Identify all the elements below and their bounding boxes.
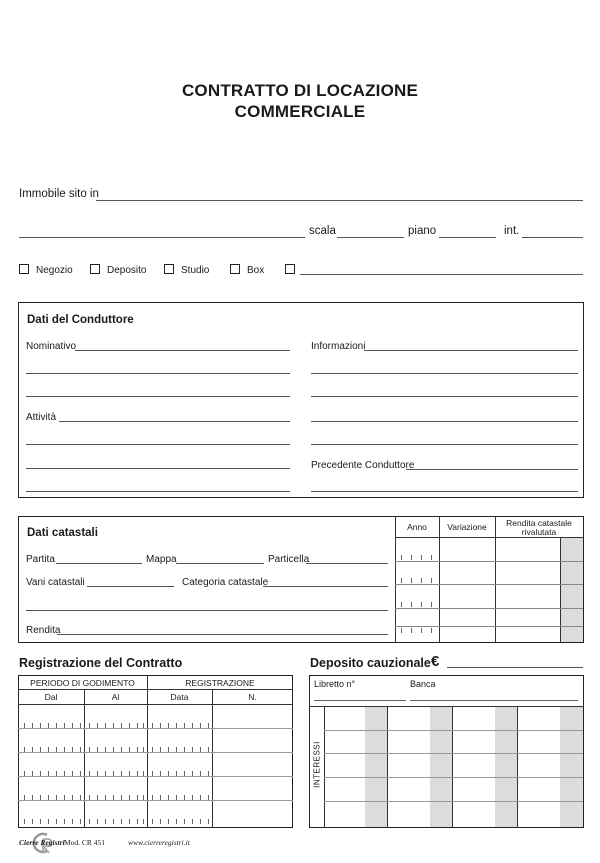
anno-ticks-1[interactable] — [401, 554, 433, 560]
interessi-divider — [324, 706, 325, 828]
precedente-field[interactable] — [406, 469, 578, 470]
nominativo-field[interactable] — [75, 350, 290, 351]
tenant-left-line-5[interactable] — [26, 444, 290, 445]
box-label: Box — [247, 265, 265, 276]
deposit-row-line-4 — [324, 801, 583, 802]
informazioni-field[interactable] — [364, 350, 578, 351]
partita-field[interactable] — [56, 563, 142, 564]
col-rendita-2: rivalutata — [521, 527, 557, 537]
col-variazione: Variazione — [447, 522, 487, 532]
vani-field[interactable] — [87, 586, 174, 587]
reg-row-line-3 — [18, 776, 293, 777]
tenant-left-line-7[interactable] — [26, 491, 290, 492]
footer-brand: Cierre Registri — [19, 838, 65, 847]
cadastral-row-line-1 — [395, 561, 583, 562]
immobile-label: Immobile sito in — [19, 188, 99, 200]
libretto-field[interactable] — [314, 700, 406, 701]
deposit-divider-2 — [452, 706, 453, 828]
piano-field[interactable] — [439, 237, 496, 238]
tenant-right-line-5[interactable] — [311, 444, 578, 445]
footer-model: Mod. CR 451 — [64, 838, 106, 847]
particella-label: Particella — [268, 554, 310, 565]
int-field[interactable] — [522, 237, 583, 238]
al-ticks-5[interactable] — [89, 818, 147, 824]
cadastral-heading: Dati catastali — [27, 527, 98, 539]
deposit-heading: Deposito cauzionale — [310, 656, 431, 670]
particella-field[interactable] — [306, 563, 388, 564]
categoria-field[interactable] — [263, 586, 388, 587]
al-ticks-4[interactable] — [89, 794, 147, 800]
rendita-field[interactable] — [57, 634, 388, 635]
dal-ticks-4[interactable] — [24, 794, 82, 800]
negozio-checkbox[interactable] — [19, 264, 29, 274]
data-ticks-4[interactable] — [152, 794, 210, 800]
anno-ticks-2[interactable] — [401, 577, 433, 583]
deposit-divider-1 — [387, 706, 388, 828]
mappa-label: Mappa — [146, 554, 177, 565]
deposit-gray-col-2 — [430, 707, 452, 827]
piano-label: piano — [408, 225, 437, 237]
banca-field[interactable] — [410, 700, 578, 701]
n-header: N. — [248, 692, 257, 702]
reg-divider-data-n — [212, 689, 213, 828]
deposit-row-line-2 — [324, 753, 583, 754]
tenant-left-line-3[interactable] — [26, 396, 290, 397]
scala-field[interactable] — [337, 237, 404, 238]
title-line-2: COMMERCIALE — [234, 102, 366, 121]
registrazione-header: REGISTRAZIONE — [185, 678, 255, 688]
negozio-label: Negozio — [36, 265, 73, 276]
tenant-right-line-7[interactable] — [311, 491, 578, 492]
libretto-label: Libretto n° — [314, 679, 356, 689]
al-header: Al — [111, 692, 120, 702]
data-ticks-2[interactable] — [152, 746, 210, 752]
title-line-1: CONTRATTO DI LOCAZIONE — [181, 81, 419, 100]
precedente-label: Precedente Conduttore — [311, 460, 415, 471]
reg-row-line-4 — [18, 800, 293, 801]
deposito-checkbox[interactable] — [90, 264, 100, 274]
categoria-label: Categoria catastale — [182, 577, 269, 588]
cadastral-extra-line[interactable] — [26, 610, 388, 611]
attivita-label: Attività — [26, 412, 57, 423]
cadastral-row-line-2 — [395, 584, 583, 585]
euro-symbol: € — [431, 653, 440, 670]
reg-divider-dal-al — [84, 689, 85, 828]
deposit-amount-field[interactable] — [447, 667, 583, 668]
deposit-divider-3 — [517, 706, 518, 828]
dal-ticks-2[interactable] — [24, 746, 82, 752]
reg-row-line-2 — [18, 752, 293, 753]
int-label: int. — [504, 225, 520, 237]
al-ticks-3[interactable] — [89, 770, 147, 776]
vani-label: Vani catastali — [26, 577, 85, 588]
deposit-gray-col-1 — [365, 707, 387, 827]
tenant-left-line-6[interactable] — [26, 468, 290, 469]
deposito-label: Deposito — [107, 265, 147, 276]
studio-checkbox[interactable] — [164, 264, 174, 274]
cadastral-header-line — [395, 537, 583, 538]
dal-ticks-5[interactable] — [24, 818, 82, 824]
banca-label: Banca — [410, 679, 436, 689]
col-anno: Anno — [407, 522, 427, 532]
informazioni-label: Informazioni — [311, 341, 366, 352]
data-ticks-1[interactable] — [152, 722, 210, 728]
periodo-header: PERIODO DI GODIMENTO — [30, 678, 135, 688]
deposit-gray-col-3 — [495, 707, 517, 827]
dal-header: Dal — [44, 692, 58, 702]
data-header: Data — [170, 692, 189, 702]
scala-label: scala — [309, 225, 336, 237]
deposit-gray-col-4 — [560, 707, 583, 827]
cadastral-col-divider-1 — [395, 516, 396, 643]
deposit-row-line-3 — [324, 777, 583, 778]
registration-heading: Registrazione del Contratto — [19, 656, 183, 670]
tenant-right-line-4[interactable] — [311, 421, 578, 422]
anno-ticks-3[interactable] — [401, 601, 433, 607]
deposit-row-line-1 — [324, 730, 583, 731]
mappa-field[interactable] — [176, 563, 264, 564]
tenant-right-line-2[interactable] — [311, 373, 578, 374]
al-ticks-1[interactable] — [89, 722, 147, 728]
anno-ticks-4[interactable] — [401, 627, 433, 633]
dal-ticks-3[interactable] — [24, 770, 82, 776]
attivita-field[interactable] — [59, 421, 290, 422]
reg-header-line-1 — [18, 689, 293, 690]
tenant-right-line-3[interactable] — [311, 396, 578, 397]
nominativo-label: Nominativo — [26, 341, 77, 352]
al-ticks-2[interactable] — [89, 746, 147, 752]
dal-ticks-1[interactable] — [24, 722, 82, 728]
box-checkbox[interactable] — [230, 264, 240, 274]
interessi-label: INTERESSI — [312, 741, 322, 788]
studio-label: Studio — [181, 265, 210, 276]
footer-website: www.cierreregistri.it — [128, 838, 190, 847]
other-type-field[interactable] — [300, 274, 583, 275]
tenant-left-line-2[interactable] — [26, 373, 290, 374]
address-field[interactable] — [19, 237, 305, 238]
partita-label: Partita — [26, 554, 55, 565]
cadastral-col-divider-2 — [439, 516, 440, 643]
other-checkbox[interactable] — [285, 264, 295, 274]
reg-row-line-1 — [18, 728, 293, 729]
col-rendita-1: Rendita catastale — [506, 518, 572, 528]
cadastral-row-line-3 — [395, 608, 583, 609]
data-ticks-5[interactable] — [152, 818, 210, 824]
data-ticks-3[interactable] — [152, 770, 210, 776]
tenant-heading: Dati del Conduttore — [27, 314, 134, 326]
immobile-field[interactable] — [96, 200, 583, 201]
rendita-label: Rendita — [26, 625, 61, 636]
reg-header-line-2 — [18, 704, 293, 705]
